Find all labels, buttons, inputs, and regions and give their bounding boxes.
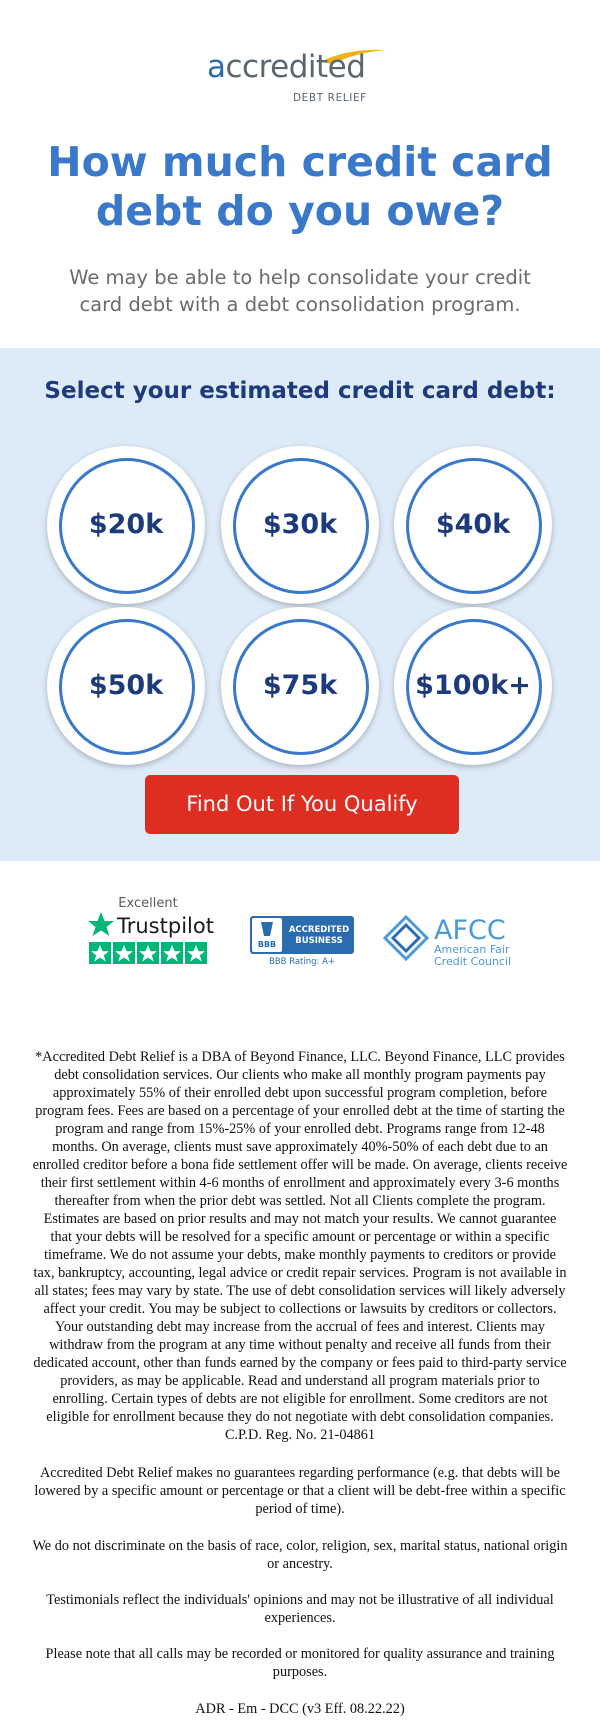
disclaimer-line: or ancestry. [267,1556,333,1572]
disclaimer-line: experiences. [264,1610,336,1626]
disclaimer-line: enrolling. Certain types of debts are not eligible for enrollment. Some creditors are not [52,1391,548,1407]
disclaimer-line: thereafter from when the prior debt was settled. Not all Clients complete the program. [54,1193,546,1209]
page-subtitle: We may be able to help consolidate your credit card debt with a debt consolidation program. [69,266,531,316]
disclaimer-nondiscrimination [0,1537,600,1573]
trustpilot-stars [89,942,207,964]
option-label: $20k [88,509,164,540]
afcc-line2: Credit Council [434,955,512,968]
disclaimer-line: program fees. Fees are based on a percentage of your enrolled debt at the time of starting the [35,1103,565,1119]
disclaimer-line: Estimates are based on prior results and may not match your results. We cannot guarantee [43,1211,557,1227]
disclaimer-code: ADR - Em - DCC (v3 Eff. 08.22.22) [195,1701,405,1717]
bbb-line2: BUSINESS [295,936,343,946]
disclaimer-line: eligible for enrollment because they do not negotiate with debt consolidation companies. [46,1409,554,1425]
disclaimer-main [0,1048,600,1444]
disclaimer-line: dedicated account, other than funds earned by the company or fees paid to third-party service [33,1355,567,1371]
disclaimer-line: tax, bankruptcy, accounting, legal advice or credit repair services. Program is not available in [33,1265,567,1281]
trustpilot-name: Trustpilot [117,914,214,938]
afcc-diamond-icon [385,917,427,959]
bbb-accredited-badge[interactable] [250,916,354,967]
disclaimer-guarantee [0,1464,600,1518]
trustpilot-badge[interactable] [88,896,214,964]
trustpilot-star-icon [88,912,114,936]
brand-logo[interactable] [0,0,545,110]
disclaimer-line: timeframe. We do not assume your debts, make monthly payments to creditors or provide [44,1247,556,1263]
disclaimer-line: that your debts will be resolved for a specific amount or percentage or within a specific [50,1229,550,1245]
disclaimer-line: We do not discriminate on the basis of race, color, religion, sex, marital status, national origin [32,1538,568,1554]
disclaimer-testimonials [0,1591,600,1627]
disclaimer-line: Please note that all calls may be recorded or monitored for quality assurance and training [45,1646,555,1662]
disclaimer-line: providers, as may be applicable. Read and understand all program materials prior to [60,1373,540,1389]
disclaimer-line: C.P.D. Reg. No. 21-04861 [224,1427,376,1443]
option-label: $100k+ [415,670,531,701]
disclaimer-line: Accredited Debt Relief makes no guarantees regarding performance (e.g. that debts will be [39,1465,561,1481]
find-out-qualify-button[interactable]: Find Out If You Qualify [145,775,459,834]
disclaimer-line: approximately 55% of their enrolled debt upon successful program completion, before [52,1085,548,1101]
bbb-logo-text: BBB [257,940,277,949]
trust-badges [0,890,600,970]
bbb-rating: BBB Rating: A+ [268,957,336,967]
disclaimer-call-recording [0,1645,600,1681]
disclaimer-line: affect your credit. You may be subject to collections or lawsuits by creditors or collectors. [43,1301,557,1317]
disclaimer-line: Your outstanding debt may increase from the accrual of fees and interest. Clients may [54,1319,546,1335]
option-20k-button[interactable] [47,446,205,604]
option-75k-button[interactable] [221,607,379,765]
disclaimer-line: period of time). [255,1501,345,1517]
option-label: $40k [435,509,511,540]
bbb-line1: ACCREDITED [288,925,350,935]
disclaimer-line: withdraw from the program at any time without penalty and receive all funds from their [49,1337,551,1353]
disclaimer-line: enrolled creditor before a bona fide settlement offer will be made. On average, clients receive [32,1157,568,1173]
disclaimer-line: debt consolidation services. Our clients who make all monthly program payments pay [54,1067,546,1083]
logo-wordmark: accredited [207,49,366,85]
option-30k-button[interactable] [221,446,379,604]
afcc-name: AFCC [434,915,506,946]
option-label: $50k [88,670,164,701]
option-40k-button[interactable] [394,446,552,604]
afcc-badge[interactable] [385,915,511,968]
trustpilot-rating-word: Excellent [118,896,178,911]
option-label: $75k [262,670,338,701]
disclaimer-line: their first settlement within 4-6 months of enrollment and approximately every 3-6 months [40,1175,560,1191]
disclaimer-line: Testimonials reflect the individuals' opinions and may not be illustrative of all individual [46,1592,554,1608]
disclaimer-line: program and range from 15%-25% of your enrolled debt. Programs range from 12-48 [55,1121,545,1137]
selector-title: Select your estimated credit card debt: [44,378,556,404]
disclaimer-line: all states; fees may vary by state. The use of debt consolidation services will likely adversely [34,1283,566,1299]
option-50k-button[interactable] [47,607,205,765]
afcc-line1: American Fair [434,943,510,956]
option-100k-plus-button[interactable] [394,607,552,765]
disclaimer-line: months. On average, clients must save approximately 40%-50% of each debt due to an [52,1139,548,1155]
option-label: $30k [262,509,338,540]
page-title: How much credit card debt do you owe? [47,138,553,235]
disclaimer-line: purposes. [272,1664,328,1680]
disclaimer-line: *Accredited Debt Relief is a DBA of Beyond Finance, LLC. Beyond Finance, LLC provides [35,1049,565,1065]
disclaimer-line: lowered by a specific amount or percentage or that a client will be debt-free within a specific [34,1483,566,1499]
logo-subtitle: DEBT RELIEF [293,92,367,104]
